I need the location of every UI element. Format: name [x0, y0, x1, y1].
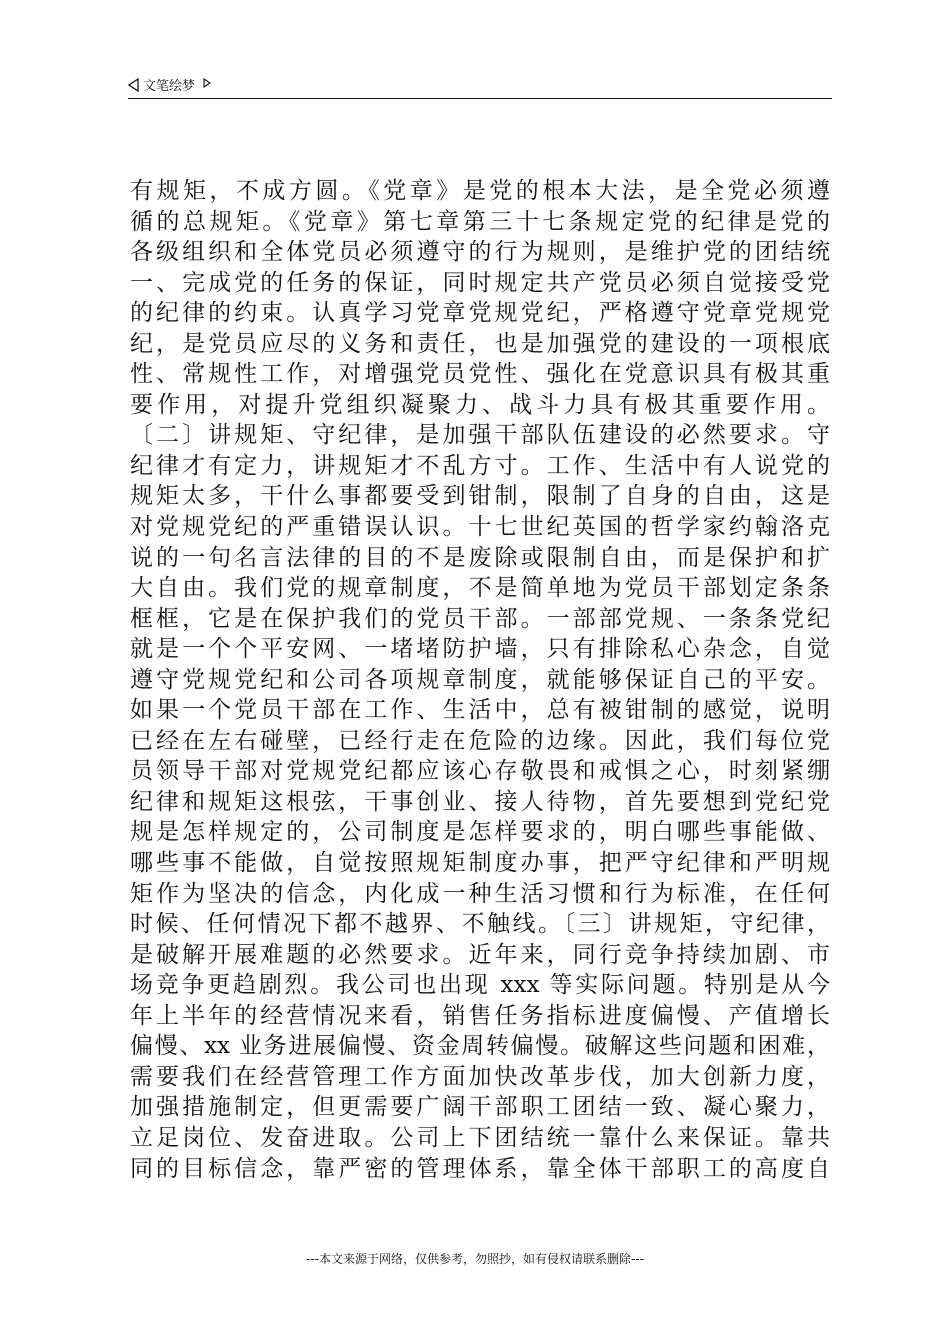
text-line: 员领导干部对党规党纪都应该心存敬畏和戒惧之心，时刻紧绷: [130, 758, 830, 785]
text-line: 的纪律的约束。认真学习党章党规党纪，严格遵守党章党规党: [130, 300, 830, 327]
text-line: 纪律和规矩这根弦，干事创业、接人待物，首先要想到党纪党: [130, 788, 830, 815]
text-line: 同的目标信念，靠严密的管理体系，靠全体干部职工的高度自: [130, 1155, 830, 1182]
text-line: 如果一个党员干部在工作、生活中，总有被钳制的感觉，说明: [130, 697, 830, 724]
text-line: 循的总规矩。《党章》第七章第三十七条规定党的纪律是党的: [130, 208, 830, 235]
page-header: [128, 72, 832, 99]
text-line: 性、常规性工作，对增强党员党性、强化在党意识具有极其重: [130, 361, 830, 388]
text-line: 纪律才有定力，讲规矩才不乱方寸。工作、生活中有人说党的: [130, 452, 830, 479]
header-brand: [128, 75, 211, 94]
text-line: 一、完成党的任务的保证，同时规定共产党员必须自觉接受党: [130, 269, 830, 296]
text-line: 对党规党纪的严重错误认识。十七世纪英国的哲学家约翰洛克: [130, 514, 830, 541]
text-line: 说的一句名言法律的目的不是废除或限制自由，而是保护和扩: [130, 544, 830, 571]
triangle-right-outline-icon: [203, 77, 211, 87]
text-line: 有规矩，不成方圆。《党章》是党的根本大法，是全党必须遵: [130, 178, 830, 204]
text-line: 年上半年的经营情况来看，销售任务指标进度偏慢、产值增长: [130, 1002, 830, 1029]
text-line: 立足岗位、发奋进取。公司上下团结统一靠什么来保证。靠共: [130, 1124, 830, 1151]
text-line: 矩作为坚决的信念，内化成一种生活习惯和行为标准，在任何: [130, 880, 830, 907]
triangle-left-outline-icon: [128, 78, 139, 92]
text-line: 已经在左右碰壁，已经行走在危险的边缘。因此，我们每位党: [130, 727, 830, 754]
text-line: 加强措施制定，但更需要广阔干部职工团结一致、凝心聚力，: [130, 1094, 830, 1121]
text-line: 框框，它是在保护我们的党员干部。一部部党规、一条条党纪: [130, 605, 830, 632]
text-line: 需要我们在经营管理工作方面加快改革步伐，加大创新力度，: [130, 1063, 830, 1090]
document-body: [130, 176, 830, 1184]
text-line: 时候、任何情况下都不越界、不触线。〔三〕讲规矩，守纪律，: [130, 911, 830, 938]
text-line: 哪些事不能做，自觉按照规矩制度办事，把严守纪律和严明规: [130, 850, 830, 877]
text-line: 场竞争更趋剧烈。我公司也出现 xxx 等实际问题。特别是从今: [130, 972, 830, 999]
text-line: 要作用，对提升党组织凝聚力、战斗力具有极其重要作用。: [130, 391, 830, 418]
text-line: 偏慢、xx 业务进展偏慢、资金周转偏慢。破解这些问题和困难，: [130, 1033, 830, 1060]
footer-disclaimer: ---本文来源于网络，仅供参考，勿照抄，如有侵权请联系删除---: [306, 1252, 644, 1266]
text-line: 规是怎样规定的，公司制度是怎样要求的，明白哪些事能做、: [130, 819, 830, 846]
header-brand-label: 文笔绘梦: [143, 79, 196, 94]
text-line: 就是一个个平安网、一堵堵防护墙，只有排除私心杂念，自觉: [130, 636, 830, 663]
text-line: 各级组织和全体党员必须遵守的行为规则，是维护党的团结统: [130, 239, 830, 266]
text-line: 纪，是党员应尽的义务和责任，也是加强党的建设的一项根底: [130, 330, 830, 357]
text-line: 〔二〕讲规矩、守纪律，是加强干部队伍建设的必然要求。守: [130, 422, 830, 449]
text-line: 遵守党规党纪和公司各项规章制度，就能够保证自己的平安。: [130, 666, 830, 693]
text-line: 是破解开展难题的必然要求。近年来，同行竞争持续加剧、市: [130, 941, 830, 968]
text-line: 大自由。我们党的规章制度，不是简单地为党员干部划定条条: [130, 575, 830, 602]
text-line: 规矩太多，干什么事都要受到钳制，限制了自身的自由，这是: [130, 483, 830, 510]
